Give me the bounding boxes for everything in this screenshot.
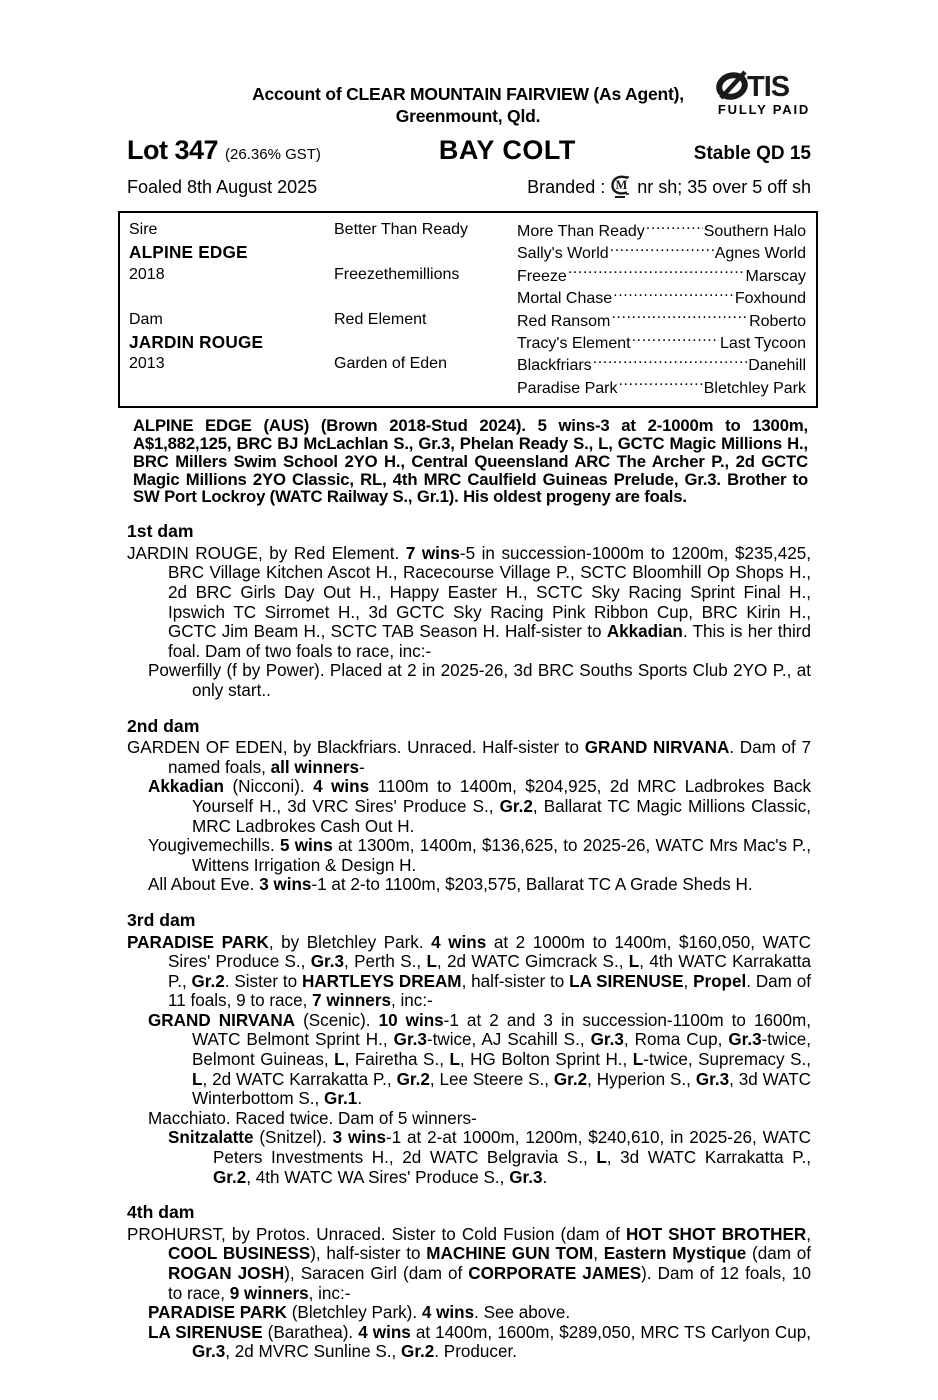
qtis-logo-mark: [716, 70, 812, 101]
pedigree-paragraph: Snitzalatte (Snitzel). 3 wins-1 at 2-at 1000m, 1200m, $240,610, in 2025-26, WATC Peters Investments H., 2d WATC Belgravia S., L, 3d WATC Karrakatta P., Gr.2, 4th WATC WA Sires' Produce S., Gr.3.: [168, 1128, 811, 1187]
ancestor-name: Red Ransom: [517, 312, 611, 330]
ancestor-name: Blackfriars: [517, 357, 592, 375]
sire-of-dam: Red Element: [334, 310, 427, 328]
ancestor-name: Freeze: [517, 267, 567, 285]
lot-line: [127, 135, 811, 166]
ancestor-parent: Roberto: [749, 312, 806, 330]
ancestor-parent: Agnes World: [714, 245, 806, 263]
sire-of-sire: Better Than Ready: [334, 221, 469, 238]
ancestor-parent: Danehill: [748, 357, 806, 375]
pedigree-row: [517, 287, 806, 309]
ancestor-name: More Than Ready: [517, 223, 645, 240]
gst-note: (26.36% GST): [225, 146, 321, 163]
vendor-account: [118, 0, 818, 127]
ancestor-name: Tracy's Element: [517, 335, 631, 353]
branded-suffix: nr sh; 35 over 5 off sh: [637, 177, 811, 197]
sire-summary: ALPINE EDGE (AUS) (Brown 2018-Stud 2024). 5 wins-3 at 2-1000m to 1300m, A$1,882,125, BRC BJ McLachlan S., Gr.3, Phelan Ready S., L, GCTC Magic Millions H., BRC Millers Swim School 2YO H., Central Queensland ARC The Archer P., 2d GCTC Magic Millions 2YO Classic, RL, 4th MRC Caulfield Guineas Prelude, Gr.3. Brother to SW Port Lockroy (WATC Railway S., Gr.1). His oldest progeny are foals.: [133, 416, 808, 507]
ancestor-name: Paradise Park: [517, 379, 618, 397]
section-title: 3rd dam: [127, 909, 196, 930]
pedigree-paragraph: Yougivemechills. 5 wins at 1300m, 1400m, $136,625, to 2025-26, WATC Mrs Mac's P., Wittens Irrigation & Design H.: [148, 836, 812, 875]
sire-year: 2018: [129, 265, 165, 283]
dam-section-4: [127, 1203, 811, 1362]
ancestor-parent: Southern Halo: [703, 223, 806, 240]
ancestor-parent: Foxhound: [734, 290, 806, 308]
dam-section-2: [127, 717, 811, 895]
pedigree-table: [118, 211, 818, 408]
pedigree-paragraph: All About Eve. 3 wins-1 at 2-to 1100m, $203,575, Ballarat TC A Grade Sheds H.: [148, 875, 753, 895]
ancestor-parent: Last Tycoon: [720, 335, 806, 353]
dot-leader: [593, 354, 748, 370]
pedigree-paragraph: Powerfilly (f by Power). Placed at 2 in 2025-26, 3d BRC Souths Sports Club 2YO P., at only start..: [148, 661, 811, 700]
pedigree-paragraph: Macchiato. Raced twice. Dam of 5 winners-: [148, 1108, 477, 1128]
dot-leader: [646, 220, 703, 236]
foal-line: [127, 174, 811, 201]
dot-leader: [619, 377, 703, 393]
section-title: 2nd dam: [127, 715, 200, 736]
section-title: 1st dam: [127, 521, 194, 542]
branded-info: [527, 174, 811, 201]
pedigree-row: [517, 310, 806, 332]
pedigree-paragraph: GRAND NIRVANA (Scenic). 10 wins-1 at 2 and 3 in succession-1100m to 1600m, WATC Belmont Sprint H., Gr.3-twice, AJ Scahill S., Gr.3, Roma Cup, Gr.3-twice, Belmont Guineas, L, Fairetha S., L, HG Bolton Sprint H., L-twice, Supremacy S., L, 2d WATC Karrakatta P., Gr.2, Lee Steere S., Gr.2, Hyperion S., Gr.3, 3d WATC Winterbottom S., Gr.1.: [148, 1010, 812, 1109]
brand-mark-icon: [610, 174, 632, 201]
pedigree-paragraph: GARDEN OF EDEN, by Blackfriars. Unraced. Half-sister to GRAND NIRVANA. Dam of 7 named foals, all winners-: [127, 738, 811, 777]
qtis-logo: [716, 70, 812, 117]
pedigree-row: [517, 377, 806, 399]
branded-prefix: Branded :: [527, 177, 606, 197]
svg-text:M: M: [615, 178, 628, 192]
dam-of-sire: Freezethemillions: [334, 265, 460, 283]
dot-leader: [632, 332, 719, 348]
pedigree-row: [517, 220, 806, 242]
pedigree-paragraph: Akkadian (Nicconi). 4 wins 1100m to 1400m, $204,925, 2d MRC Ladbrokes Back Yourself H., 3d VRC Sires' Produce S., Gr.2, Ballarat TC Magic Millions Classic, MRC Ladbrokes Cash Out H.: [148, 777, 812, 836]
pedigree-row: [517, 354, 806, 376]
account-line: Account of CLEAR MOUNTAIN FAIRVIEW (As Agent),: [252, 84, 684, 104]
ancestor-name: Sally's World: [517, 245, 609, 263]
horse-description: BAY COLT: [438, 135, 576, 165]
sire-name: ALPINE EDGE: [129, 242, 248, 263]
dam-section-1: [127, 522, 811, 700]
dam-role-label: Dam: [129, 310, 163, 328]
pedigree-row: [517, 265, 806, 287]
dam-year: 2013: [129, 355, 165, 373]
fully-paid-label: FULLY PAID: [717, 102, 811, 117]
pedigree-row: [517, 242, 806, 264]
dot-leader: [610, 242, 714, 258]
pedigree-paragraph: JARDIN ROUGE, by Red Element. 7 wins-5 in succession-1000m to 1200m, $235,425, BRC Village Kitchen Ascot H., Racecourse Village P., SCTC Bloomhill Op Shops H., 2d BRC Girls Day Out H., Happy Easter H., SCTC Sky Racing Sprint Final H., Ipswich TC Sirromet H., 3d GCTC Sky Racing Pink Ribbon Cup, BRC Kirin H., GCTC Jim Beam H., SCTC TAB Season H. Half-sister to Akkadian. This is her third foal. Dam of two foals to race, inc:-: [127, 543, 811, 661]
ancestor-parent: Marscay: [745, 267, 806, 285]
dam-section-3: [127, 911, 811, 1187]
dam-name: JARDIN ROUGE: [129, 332, 264, 353]
pedigree-row: [517, 332, 806, 354]
stable-number: Stable QD 15: [693, 143, 811, 164]
dot-leader: [613, 287, 734, 303]
foaled-date: Foaled 8th August 2025: [127, 177, 318, 197]
sire-role-label: Sire: [129, 221, 158, 238]
lot-number: Lot 347: [127, 135, 219, 165]
pedigree-paragraph: PARADISE PARK, by Bletchley Park. 4 wins at 2 1000m to 1400m, $160,050, WATC Sires' Produce S., Gr.3, Perth S., L, 2d WATC Gimcrack S., L, 4th WATC Karrakatta P., Gr.2. Sister to HARTLEYS DREAM, half-sister to LA SIRENUSE, Propel. Dam of 11 foals, 9 to race, 7 winners, inc:-: [127, 932, 812, 1011]
ancestor-name: Mortal Chase: [517, 290, 613, 308]
dam-of-dam: Garden of Eden: [334, 355, 447, 373]
pedigree-paragraph: LA SIRENUSE (Barathea). 4 wins at 1400m, 1600m, $289,050, MRC TS Carlyon Cup, Gr.3, 2d MVRC Sunline S., Gr.2. Producer.: [148, 1322, 812, 1362]
ancestor-parent: Bletchley Park: [703, 379, 806, 397]
qtis-logo-text: TIS: [747, 71, 790, 101]
location-line: Greenmount, Qld.: [395, 105, 541, 126]
dot-leader: [611, 310, 748, 326]
section-title: 4th dam: [127, 1202, 195, 1223]
pedigree-paragraph: PARADISE PARK (Bletchley Park). 4 wins. See above.: [148, 1303, 571, 1323]
pedigree-paragraph: PROHURST, by Protos. Unraced. Sister to Cold Fusion (dam of HOT SHOT BROTHER, COOL BUSINESS), half-sister to MACHINE GUN TOM, Eastern Mystique (dam of ROGAN JOSH), Saracen Girl (dam of CORPORATE JAMES). Dam of 12 foals, 10 to race, 9 winners, inc:-: [127, 1224, 812, 1303]
dot-leader: [568, 265, 745, 281]
